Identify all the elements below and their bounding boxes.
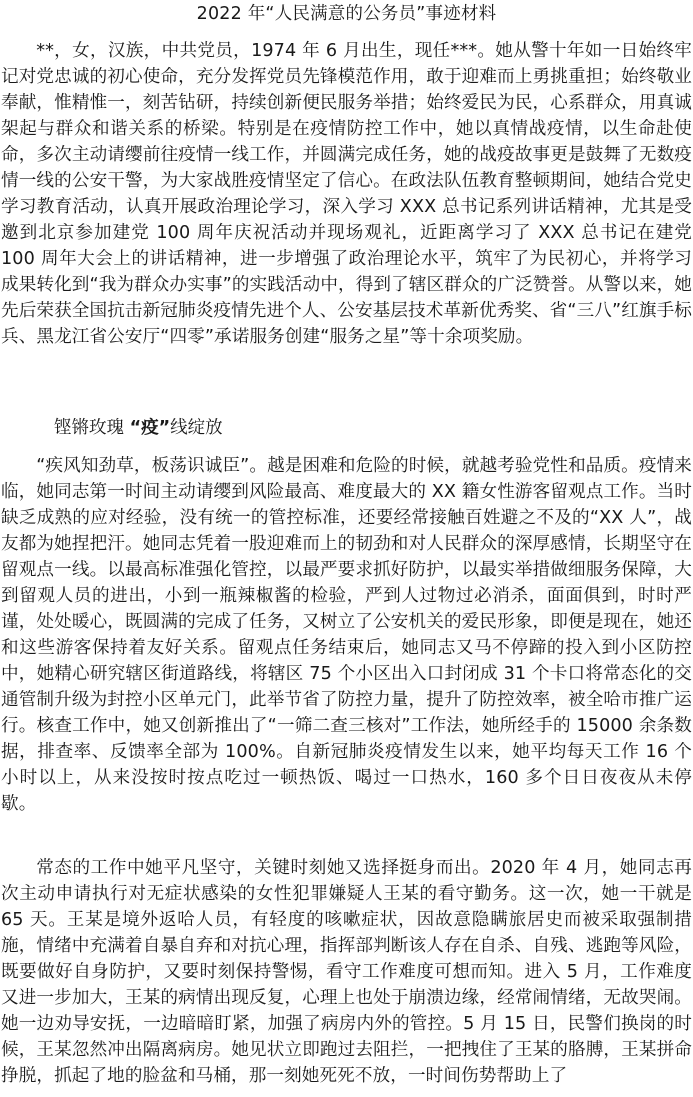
document-title: 2022 年“人民满意的公务员”事迹材料 <box>196 4 497 24</box>
section-heading-prefix: 铿锵玫瑰 <box>54 418 130 438</box>
section-heading-suffix: 线绽放 <box>170 418 223 438</box>
section-heading-emphasis: “疫” <box>129 418 171 438</box>
section-heading <box>54 416 223 440</box>
body-paragraph-epidemic: “疾风知劲草，板荡识诚臣”。越是困难和危险的时候，就越考验党性和品质。疫情来临，她同志第一时间主动请缨到风险最高、难度最大的 XX 籍女性游客留观点工作。当时缺乏成熟的应对经验，没有统一的管控标准，还要经常接触百姓避之不及的“XX 人”，战友都为她捏把汗。她同志凭着一股迎难而上的韧劲和对人民群众的深厚感情，长期坚守在留观点一线。以最高标准强化管控，以最严要求抓好防护，以最实举措做细服务保障，大到留观人员的进出，小到一瓶辣椒酱的检验，严到人过物过必消杀，面面俱到，时时严谨，处处暖心，既圆满的完成了任务，又树立了公安机关的爱民形象，即便是现在，她还和这些游客保持着友好关系。留观点任务结束后，她同志又马不停蹄的投入到小区防控中，她精心研究辖区街道路线，将辖区 75 个小区出入口封闭成 31 个卡口将常态化的交通管制升级为封控小区单元门，此举节省了防控力量，提升了防控效率，被全哈市推广运行。核查工作中，她又创新推出了“一筛二查三核对”工作法，她所经手的 15000 余条数据，排查率、反馈率全部为 100%。自新冠肺炎疫情发生以来，她平均每天工作 16 个小时以上，从来没按时按点吃过一顿热饭、喝过一口热水，160 多个日日夜夜从未停歇。 <box>1 456 692 814</box>
body-paragraph-guard-duty: 常态的工作中她平凡坚守，关键时刻她又选择挺身而出。2020 年 4 月，她同志再次主动申请执行对无症状感染的女性犯罪嫌疑人王某的看守勤务。这一次，她一干就是 65 天。王某是境外返哈人员，有轻度的咳嗽症状，因故意隐瞒旅居史而被采取强制措施，情绪中充满着自暴自弃和对抗心理，指挥部判断该人存在自杀、自残、逃跑等风险，既要做好自身防护，又要时刻保持警惕，看守工作难度可想而知。进入 5 月，工作难度又进一步加大，王某的病情出现反复，心理上也处于崩溃边缘，经常闹情绪，无故哭闹。她一边劝导安抚，一边暗暗盯紧，加强了病房内外的管控。5 月 15 日，民警们换岗的时候，王某忽然冲出隔离病房。她见状立即跑过去阻拦，一把拽住了王某的胳膊，王某拼命挣脱，抓起了地的脸盆和马桶，那一刻她死死不放，一时间伤势帮助上了 <box>1 858 692 1086</box>
intro-paragraph: **，女，汉族，中共党员，1974 年 6 月出生，现任***。她从警十年如一日始终牢记对党忠诚的初心使命，充分发挥党员先锋模范作用，敢于迎难而上勇挑重担；始终敬业奉献，惟精惟一，刻苦钻研，持续创新便民服务举措；始终爱民为民，心系群众，用真诚架起与群众和谐关系的桥梁。特别是在疫情防控工作中，她以真情战疫情，以生命赴使命，多次主动请缨前往疫情一线工作，并圆满完成任务，她的战疫故事更是鼓舞了无数疫情一线的公安干警，为大家战胜疫情坚定了信心。在政法队伍教育整顿期间，她结合党史学习教育活动，认真开展政治理论学习，深入学习 XXX 总书记系列讲话精神，尤其是受邀到北京参加建党 100 周年庆祝活动并现场观礼，近距离学习了 XXX 总书记在建党 100 周年大会上的讲话精神，进一步增强了政治理论水平，筑牢了为民初心，并将学习成果转化到“我为群众办实事”的实践活动中，得到了辖区群众的广泛赞誉。从警以来，她先后荣获全国抗击新冠肺炎疫情先进个人、公安基层技术革新优秀奖、省“三八”红旗手标兵、黑龙江省公安厅“四零”承诺服务创建“服务之星”等十余项奖励。 <box>1 41 692 347</box>
